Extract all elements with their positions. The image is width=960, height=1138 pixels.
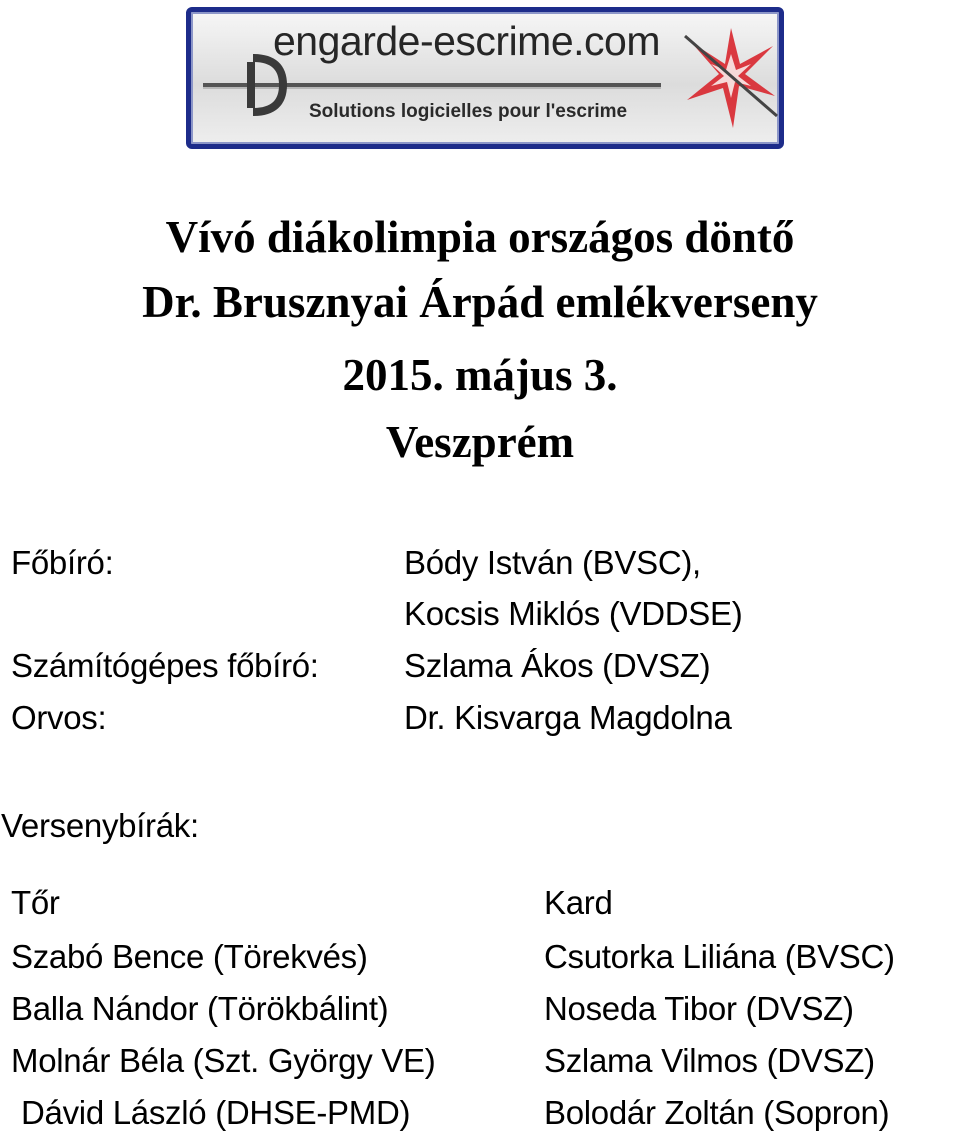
foil-referee: Dávid László (DHSE-PMD) [21,1094,411,1131]
computer-referee-name: Szlama Ákos (DVSZ) [404,647,711,684]
sabre-referee: Noseda Tibor (DVSZ) [544,990,854,1027]
spark-star-icon [685,28,777,128]
foil-referee: Balla Nándor (Törökbálint) [11,990,389,1027]
foil-header: Tőr [11,884,60,921]
referees-label: Versenybírák: [1,807,199,844]
sabre-header: Kard [544,884,613,921]
sabre-referee: Bolodár Zoltán (Sopron) [544,1094,890,1131]
event-subtitle: Dr. Brusznyai Árpád emlékverseny [142,277,818,327]
head-referee-name-2: Kocsis Miklós (VDDSE) [404,595,743,632]
foil-referee: Szabó Bence (Törekvés) [11,938,368,975]
foil-referee: Molnár Béla (Szt. György VE) [11,1042,436,1079]
head-referee-label: Főbíró: [11,544,114,581]
doctor-name: Dr. Kisvarga Magdolna [404,699,732,736]
doctor-label: Orvos: [11,699,107,736]
logo-title: engarde-escrime.com [273,18,660,64]
logo-subtitle: Solutions logicielles pour l'escrime [309,101,628,122]
event-title: Vívó diákolimpia országos döntő [165,212,795,262]
event-location: Veszprém [385,417,575,467]
event-date: 2015. május 3. [342,350,618,400]
engarde-logo [186,7,784,149]
head-referee-name-1: Bódy István (BVSC), [404,544,701,581]
sabre-referee: Csutorka Liliána (BVSC) [544,938,895,975]
computer-referee-label: Számítógépes főbíró: [11,647,319,684]
sabre-referee: Szlama Vilmos (DVSZ) [544,1042,875,1079]
